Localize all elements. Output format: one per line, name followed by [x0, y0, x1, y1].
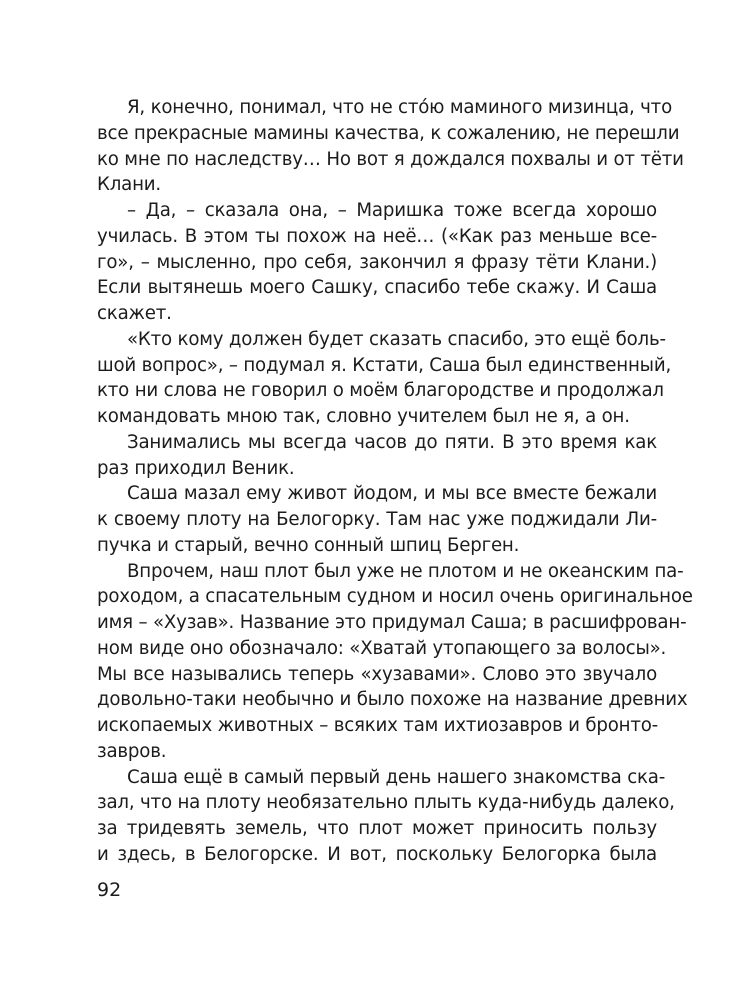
- text-line: го», – мысленно, про себя, закончил я фразу тёти Клани.): [97, 251, 657, 273]
- text-line: Клани.: [97, 174, 161, 196]
- body-text: [97, 95, 693, 868]
- text-line: зал, что на плоту необязательно плыть куда-нибудь далеко,: [97, 792, 675, 814]
- text-line: довольно-таки необычно и было похоже на название древних: [97, 689, 688, 711]
- text-line: Я, конечно, понимал, что не сто́ю маминого мизинца, что: [127, 97, 672, 118]
- text-line: кто ни слова не говорил о моём благородстве и продолжал: [97, 380, 664, 402]
- text-line: имя – «Хузав». Название это придумал Саша; в расшифрован-: [97, 612, 687, 633]
- text-line: и здесь, в Белогорске. И вот, поскольку Белогорка была: [97, 843, 657, 865]
- page-number: 92: [97, 879, 122, 901]
- text-line: шой вопрос», – подумал я. Кстати, Саша был единственный,: [97, 354, 672, 376]
- text-line: Если вытянешь моего Сашку, спасибо тебе скажу. И Саша: [97, 277, 657, 299]
- text-line: Мы все назывались теперь «хузавами». Слово это звучало: [97, 663, 657, 685]
- text-line: скажет.: [97, 303, 172, 324]
- text-line: Занимались мы всегда часов до пяти. В это время как: [127, 431, 657, 453]
- text-line: ко мне по наследству… Но вот я дождался похвалы и от тёти: [97, 148, 684, 170]
- text-line: к своему плоту на Белогорку. Там нас уже поджидали Ли-: [97, 509, 657, 530]
- text-line: пучка и старый, вечно сонный шпиц Берген.: [97, 534, 520, 556]
- text-line: училась. В этом ты похож на неё… («Как раз меньше все-: [97, 225, 657, 247]
- text-line: ном виде оно обозначало: «Хватай утопающего за волосы».: [97, 637, 667, 659]
- text-line: роходом, а спасательным судном и носил очень оригинальное: [97, 586, 693, 608]
- text-line: все прекрасные мамины качества, к сожалению, не перешли: [97, 122, 680, 144]
- text-line: – Да, – сказала она, – Маришка тоже всегда хорошо: [127, 200, 657, 221]
- text-line: Впрочем, наш плот был уже не плотом и не океанским па-: [127, 560, 684, 582]
- text-line: Саша мазал ему живот йодом, и мы все вместе бежали: [127, 483, 657, 505]
- text-line: Саша ещё в самый первый день нашего знакомства ска-: [127, 766, 666, 788]
- text-line: «Кто кому должен будет сказать спасибо, это ещё боль-: [127, 328, 666, 350]
- text-line: ископаемых животных – всяких там ихтиозавров и бронто-: [97, 715, 659, 736]
- text-line: завров.: [97, 740, 167, 762]
- text-line: за тридевять земель, что плот может приносить пользу: [97, 818, 657, 839]
- text-line: командовать мною так, словно учителем был не я, а он.: [97, 406, 630, 427]
- text-line: раз приходил Веник.: [97, 457, 295, 479]
